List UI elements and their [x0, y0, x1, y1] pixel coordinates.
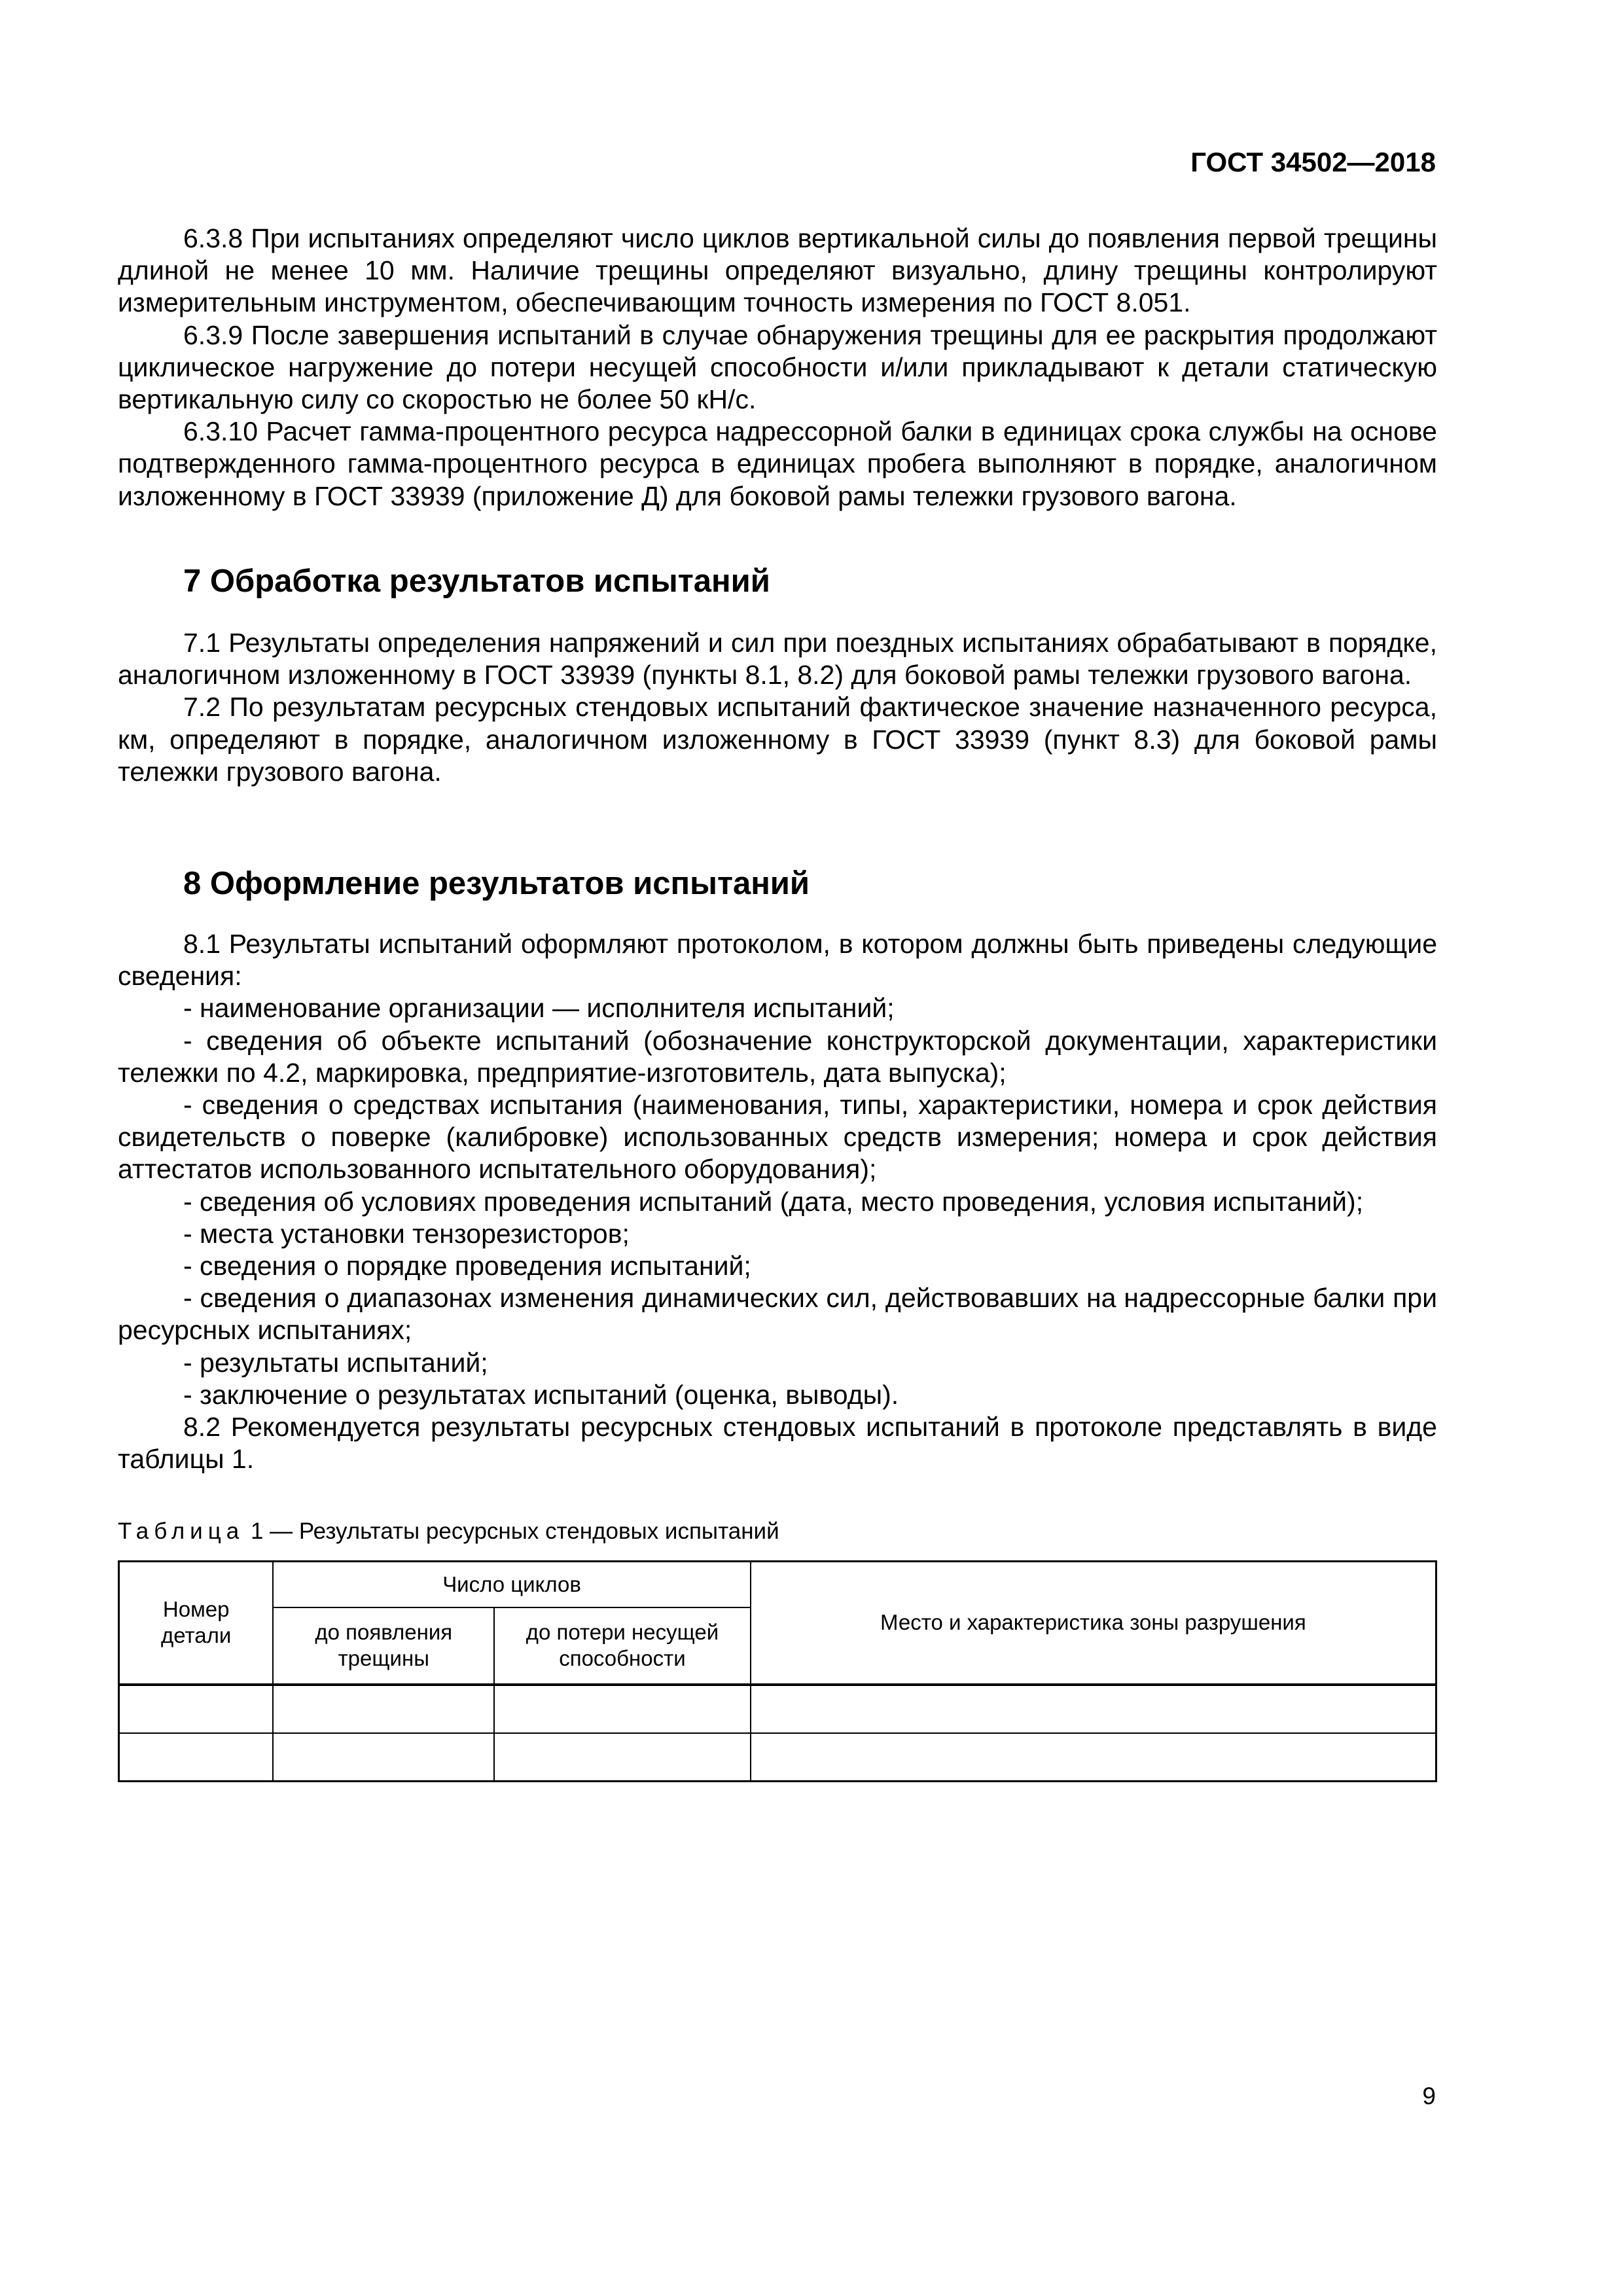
results-table [118, 1560, 1437, 1782]
list-item: - сведения о порядке проведения испытаний; [183, 1251, 751, 1282]
list-item: - сведения о диапазонах изменения динамических сил, действовавших на надрессорные балки при ресурсных испытаниях; [118, 1283, 1437, 1346]
paragraph-8-2: 8.2 Рекомендуется результаты ресурсных стендовых испытаний в протоколе представлять в виде таблицы 1. [118, 1412, 1437, 1475]
list-item: - сведения об объекте испытаний (обозначение конструкторской документации, характеристики тележки по 4.2, маркировка, предприятие-изготовитель, дата выпуска); [118, 1025, 1437, 1088]
table-cell [494, 1685, 751, 1733]
table-cell [119, 1733, 274, 1782]
paragraph-7-1: 7.1 Результаты определения напряжений и сил при поездных испытаниях обрабатывают в порядке, аналогичном изложенному в ГОСТ 33939 (пункты 8.1, 8.2) для боковой рамы тележки грузового вагона. [118, 628, 1437, 691]
paragraph-8-1: 8.1 Результаты испытаний оформляют протоколом, в котором должны быть приведены следующие сведения: [118, 929, 1437, 992]
header-failure-zone: Место и характеристика зоны разрушения [751, 1562, 1436, 1685]
table-caption-label: Таблица [118, 1518, 245, 1544]
table-row [119, 1733, 1436, 1782]
list-item: - сведения о средствах испытания (наименования, типы, характеристики, номера и срок действия свидетельств о поверке (калибровке) использованных средств измерения; номера и срок действия аттестатов использованного испытательного оборудования); [118, 1090, 1437, 1185]
table-cell [273, 1685, 494, 1733]
table-cell [273, 1733, 494, 1782]
table-caption [118, 1517, 779, 1546]
table-row [119, 1685, 1436, 1733]
header-cycles: Число циклов [273, 1562, 750, 1607]
paragraph-6-3-10: 6.3.10 Расчет гамма-процентного ресурса надрессорной балки в единицах срока службы на основе подтвержденного гамма-процентного ресурса в единицах пробега выполняют в порядке, аналогичном изложенному в ГОСТ 33939 (приложение Д) для боковой рамы тележки грузового вагона. [118, 416, 1437, 511]
section-6-text [118, 223, 1437, 512]
header-until-crack: до появления трещины [273, 1607, 494, 1685]
section-8-heading: 8 Оформление результатов испытаний [183, 866, 810, 901]
table-cell [751, 1733, 1436, 1782]
table-cell [751, 1685, 1436, 1733]
section-7-heading: 7 Обработка результатов испытаний [183, 564, 770, 599]
paragraph-6-3-8: 6.3.8 При испытаниях определяют число циклов вертикальной силы до появления первой трещины длиной не менее 10 мм. Наличие трещины определяют визуально, длину трещины контролируют измерительным инструментом, обеспечивающим точность измерения по ГОСТ 8.051. [118, 223, 1437, 318]
header-part-number: Номер детали [119, 1562, 274, 1685]
table-cell [494, 1733, 751, 1782]
list-item: - результаты испытаний; [183, 1347, 488, 1378]
list-item: - заключение о результатах испытаний (оценка, выводы). [183, 1379, 899, 1410]
section-7-text [118, 627, 1437, 788]
table-caption-text: 1 — Результаты ресурсных стендовых испытаний [244, 1518, 779, 1544]
section-8-text [118, 928, 1437, 1475]
paragraph-7-2: 7.2 По результатам ресурсных стендовых испытаний фактическое значение назначенного ресурса, км, определяют в порядке, аналогичном изложенному в ГОСТ 33939 (пункт 8.3) для боковой рамы тележки грузового вагона. [118, 692, 1437, 787]
page-number: 9 [1422, 2083, 1436, 2109]
paragraph-6-3-9: 6.3.9 После завершения испытаний в случае обнаружения трещины для ее раскрытия продолжают циклическое нагружение до потери несущей способности и/или прикладывают к детали статическую вертикальную силу со скоростью не более 50 кН/с. [118, 319, 1437, 415]
table-cell [119, 1685, 274, 1733]
list-item: - сведения об условиях проведения испытаний (дата, место проведения, условия испытаний); [183, 1186, 1364, 1217]
standard-id-header: ГОСТ 34502—2018 [1190, 147, 1436, 177]
header-until-loss: до потери несущей способности [494, 1607, 751, 1685]
list-item: - места установки тензорезисторов; [183, 1218, 630, 1249]
list-item: - наименование организации — исполнителя испытаний; [183, 993, 895, 1024]
